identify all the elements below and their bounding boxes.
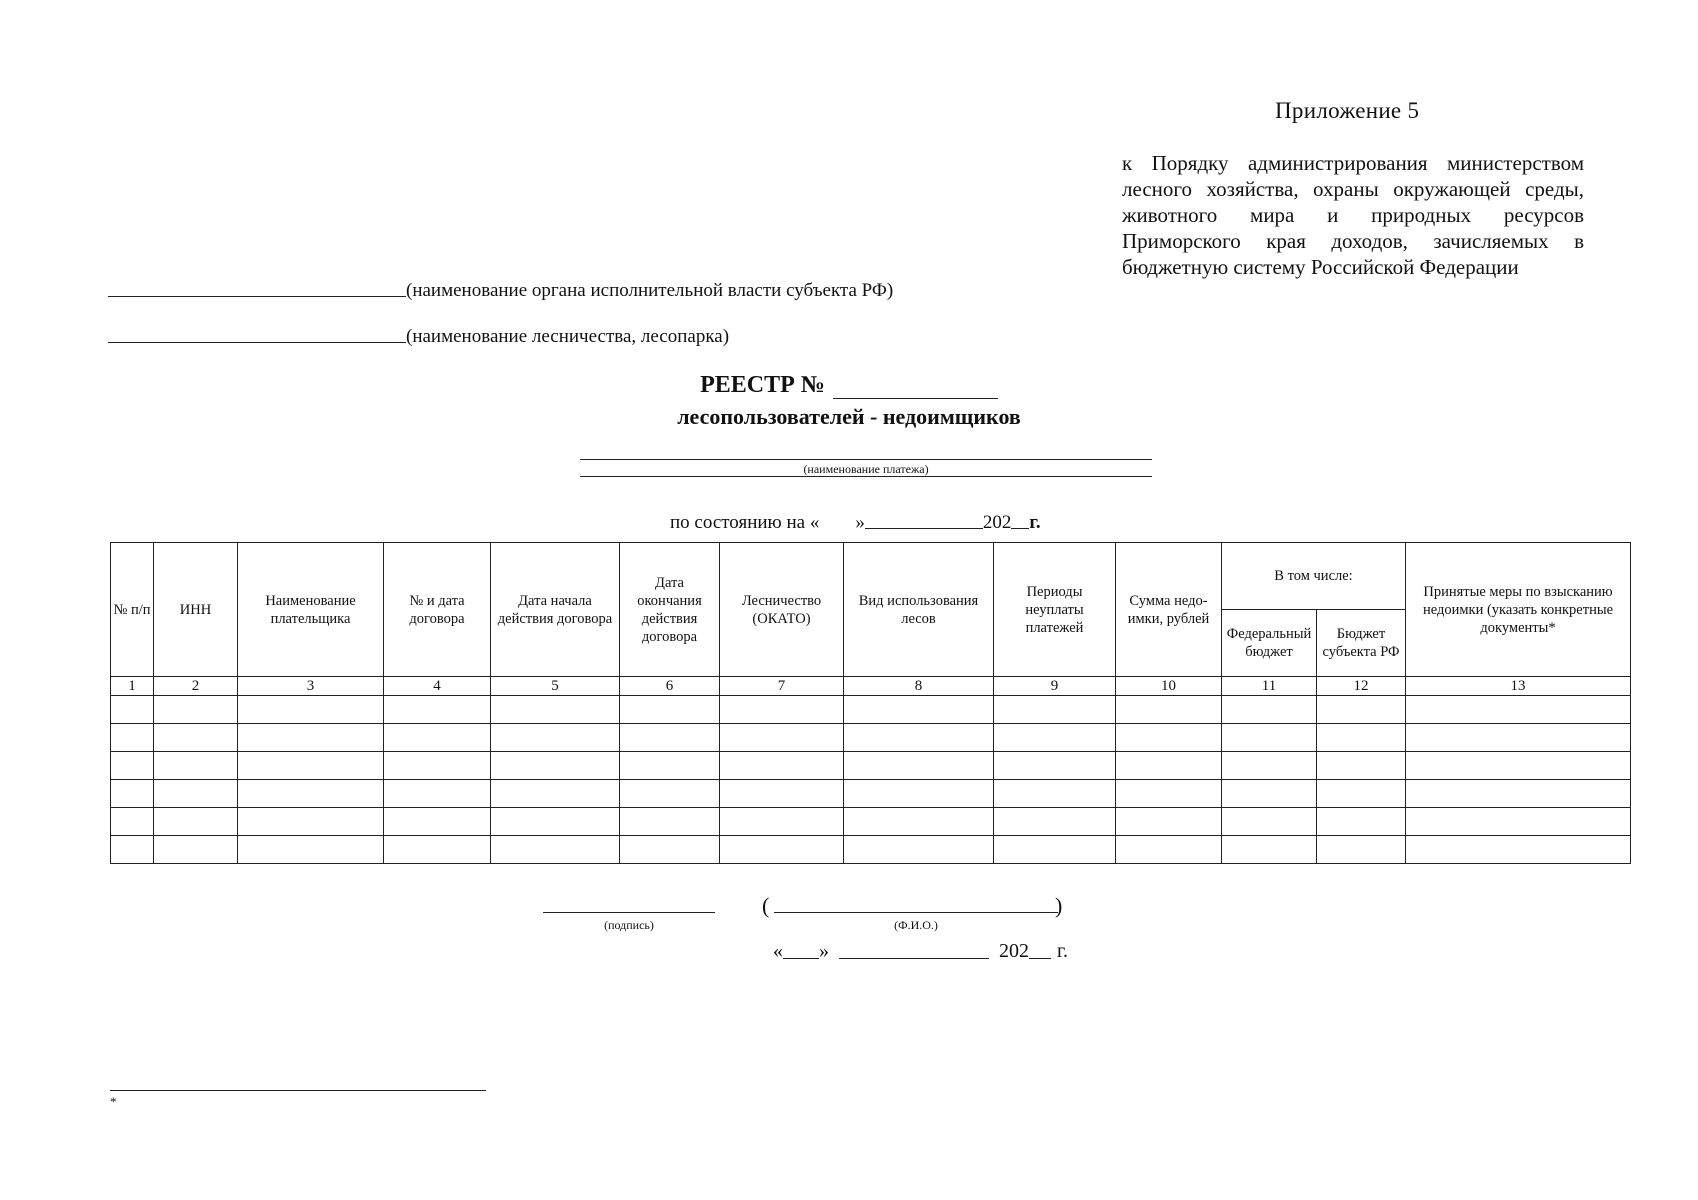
table-cell[interactable]: [111, 808, 154, 836]
table-cell[interactable]: [620, 836, 720, 864]
fio-caption: (Ф.И.О.): [894, 918, 938, 932]
date-year: 202: [999, 940, 1029, 962]
column-number-cell: 9: [994, 677, 1116, 696]
authority-name-blank[interactable]: [108, 295, 406, 297]
column-number-cell: 5: [491, 677, 620, 696]
table-cell[interactable]: [238, 752, 384, 780]
footnote-separator: [110, 1090, 486, 1091]
table-cell[interactable]: [384, 724, 491, 752]
column-number-cell: 4: [384, 677, 491, 696]
table-cell[interactable]: [384, 808, 491, 836]
table-cell[interactable]: [491, 808, 620, 836]
table-cell[interactable]: [1317, 752, 1406, 780]
as-of-month-blank[interactable]: [865, 527, 983, 529]
date-suffix: г.: [1057, 940, 1068, 962]
table-cell[interactable]: [384, 752, 491, 780]
table-cell[interactable]: [1317, 696, 1406, 724]
table-cell[interactable]: [620, 752, 720, 780]
forestry-name-blank[interactable]: [108, 341, 406, 343]
authority-name-caption: (наименование органа исполнительной власти субъекта РФ): [406, 280, 894, 301]
header-row-number: № п/п: [111, 543, 154, 677]
date-year-blank[interactable]: [1029, 957, 1051, 959]
forestry-name-caption: (наименование лесничества, лесопарка): [406, 326, 730, 347]
table-cell[interactable]: [154, 752, 238, 780]
table-cell[interactable]: [844, 696, 994, 724]
table-cell[interactable]: [994, 696, 1116, 724]
date-close-quote: »: [819, 940, 829, 962]
table-cell[interactable]: [1406, 724, 1631, 752]
table-cell[interactable]: [111, 724, 154, 752]
table-cell[interactable]: [238, 808, 384, 836]
table-cell[interactable]: [491, 752, 620, 780]
date-day-blank[interactable]: [783, 957, 819, 959]
register-number-blank[interactable]: [833, 378, 998, 399]
table-cell[interactable]: [1222, 724, 1317, 752]
table-cell[interactable]: [1116, 696, 1222, 724]
table-cell[interactable]: [994, 808, 1116, 836]
table-cell[interactable]: [1222, 836, 1317, 864]
table-row: [111, 780, 1631, 808]
table-row: [111, 808, 1631, 836]
table-cell[interactable]: [384, 780, 491, 808]
fio-close-paren: ): [1055, 893, 1063, 918]
table-cell[interactable]: [620, 724, 720, 752]
table-cell[interactable]: [1406, 836, 1631, 864]
table-cell[interactable]: [491, 724, 620, 752]
table-row: [111, 724, 1631, 752]
column-number-cell: 1: [111, 677, 154, 696]
fio-line[interactable]: [774, 912, 1058, 913]
footnote-mark: *: [110, 1094, 117, 1109]
header-arrears-sum: Сумма недо-имки, рублей: [1116, 543, 1222, 677]
table-cell[interactable]: [844, 752, 994, 780]
table-cell[interactable]: [620, 808, 720, 836]
as-of-date: [670, 512, 1041, 534]
column-number-cell: 12: [1317, 677, 1406, 696]
register-title-text: РЕЕСТР №: [700, 372, 825, 398]
table-cell[interactable]: [1116, 808, 1222, 836]
header-payer-name: Наименование плательщика: [238, 543, 384, 677]
date-open-quote: «: [773, 940, 783, 962]
table-cell[interactable]: [1406, 696, 1631, 724]
table-cell[interactable]: [1317, 808, 1406, 836]
table-cell[interactable]: [238, 780, 384, 808]
appendix-subtitle: к Порядку администрирования министерством лесного хозяйства, охраны окружающей среды, животного мира и природных ресурсов Приморского края доходов, зачисляемых в бюджетную систему Российской Федерации: [1122, 151, 1584, 279]
fio-open-paren: (: [762, 893, 770, 918]
as-of-year: 202: [982, 512, 1012, 533]
table-cell[interactable]: [1116, 752, 1222, 780]
header-contract-number-date: № и дата договора: [384, 543, 491, 677]
table-row: [111, 696, 1631, 724]
table-cell[interactable]: [154, 836, 238, 864]
header-regional-budget: Бюджет субъекта РФ: [1317, 610, 1406, 677]
table-cell[interactable]: [111, 780, 154, 808]
header-nonpayment-periods: Периоды неуплаты платежей: [994, 543, 1116, 677]
table-cell[interactable]: [620, 696, 720, 724]
payment-name-caption: (наименование платежа): [803, 462, 929, 476]
date-month-blank[interactable]: [839, 957, 989, 959]
table-cell[interactable]: [994, 836, 1116, 864]
table-cell[interactable]: [1406, 780, 1631, 808]
signature-line[interactable]: [543, 912, 715, 913]
table-cell[interactable]: [111, 752, 154, 780]
table-cell[interactable]: [491, 836, 620, 864]
table-cell[interactable]: [154, 724, 238, 752]
as-of-year-blank[interactable]: [1011, 527, 1029, 529]
signature-caption: (подпись): [604, 918, 654, 932]
register-subtitle: лесопользователей - недоимщиков: [677, 404, 1021, 429]
table-cell[interactable]: [1222, 780, 1317, 808]
authority-name-line: [108, 280, 893, 302]
header-contract-start: Дата начала действия договора: [491, 543, 620, 677]
table-cell[interactable]: [1317, 836, 1406, 864]
header-forest-use-type: Вид использования лесов: [844, 543, 994, 677]
table-cell[interactable]: [1222, 696, 1317, 724]
table-cell[interactable]: [994, 724, 1116, 752]
appendix-title: Приложение 5: [1275, 98, 1420, 123]
as-of-prefix: по состоянию на «: [670, 512, 820, 533]
header-measures-taken: Принятые меры по взысканию недоимки (указать конкретные документы*: [1406, 543, 1631, 677]
table-cell[interactable]: [1116, 780, 1222, 808]
column-number-cell: 11: [1222, 677, 1317, 696]
column-number-cell: 3: [238, 677, 384, 696]
table-cell[interactable]: [994, 780, 1116, 808]
registry-table: [110, 542, 1631, 864]
table-cell[interactable]: [1116, 836, 1222, 864]
table-cell[interactable]: [238, 696, 384, 724]
table-cell[interactable]: [720, 696, 844, 724]
table-cell[interactable]: [1317, 780, 1406, 808]
table-cell[interactable]: [111, 836, 154, 864]
table-cell[interactable]: [1222, 808, 1317, 836]
table-cell[interactable]: [491, 780, 620, 808]
column-number-cell: 8: [844, 677, 994, 696]
as-of-suffix: г.: [1029, 512, 1041, 533]
table-cell[interactable]: [1406, 808, 1631, 836]
table-cell[interactable]: [720, 836, 844, 864]
forestry-name-line: [108, 326, 729, 348]
table-cell[interactable]: [111, 696, 154, 724]
column-number-cell: 10: [1116, 677, 1222, 696]
table-cell[interactable]: [844, 808, 994, 836]
table-header-row: [111, 543, 1631, 610]
table-cell[interactable]: [384, 696, 491, 724]
table-cell[interactable]: [1406, 752, 1631, 780]
header-forestry-okato: Лесничество (ОКАТО): [720, 543, 844, 677]
table-row: [111, 836, 1631, 864]
signature-date: [773, 940, 1068, 963]
table-cell[interactable]: [384, 836, 491, 864]
column-number-row: [111, 677, 1631, 696]
table-cell[interactable]: [154, 696, 238, 724]
column-number-cell: 6: [620, 677, 720, 696]
payment-name-line[interactable]: [580, 459, 1152, 460]
header-including-group: В том числе:: [1222, 543, 1406, 610]
header-federal-budget: Федеральный бюджет: [1222, 610, 1317, 677]
table-cell[interactable]: [491, 696, 620, 724]
as-of-close-quote: »: [855, 512, 865, 533]
table-cell[interactable]: [844, 724, 994, 752]
table-cell[interactable]: [1116, 724, 1222, 752]
table-row: [111, 752, 1631, 780]
column-number-cell: 13: [1406, 677, 1631, 696]
table-cell[interactable]: [994, 752, 1116, 780]
table-cell[interactable]: [1317, 724, 1406, 752]
table-cell[interactable]: [238, 724, 384, 752]
table-cell[interactable]: [720, 808, 844, 836]
table-cell[interactable]: [154, 808, 238, 836]
table-cell[interactable]: [720, 752, 844, 780]
header-contract-end: Дата окончания действия договора: [620, 543, 720, 677]
table-cell[interactable]: [844, 780, 994, 808]
column-number-cell: 7: [720, 677, 844, 696]
table-cell[interactable]: [238, 836, 384, 864]
register-title: [0, 372, 1698, 399]
table-cell[interactable]: [720, 724, 844, 752]
table-cell[interactable]: [620, 780, 720, 808]
table-cell[interactable]: [1222, 752, 1317, 780]
header-inn: ИНН: [154, 543, 238, 677]
column-number-cell: 2: [154, 677, 238, 696]
table-cell[interactable]: [720, 780, 844, 808]
table-cell[interactable]: [154, 780, 238, 808]
table-cell[interactable]: [844, 836, 994, 864]
